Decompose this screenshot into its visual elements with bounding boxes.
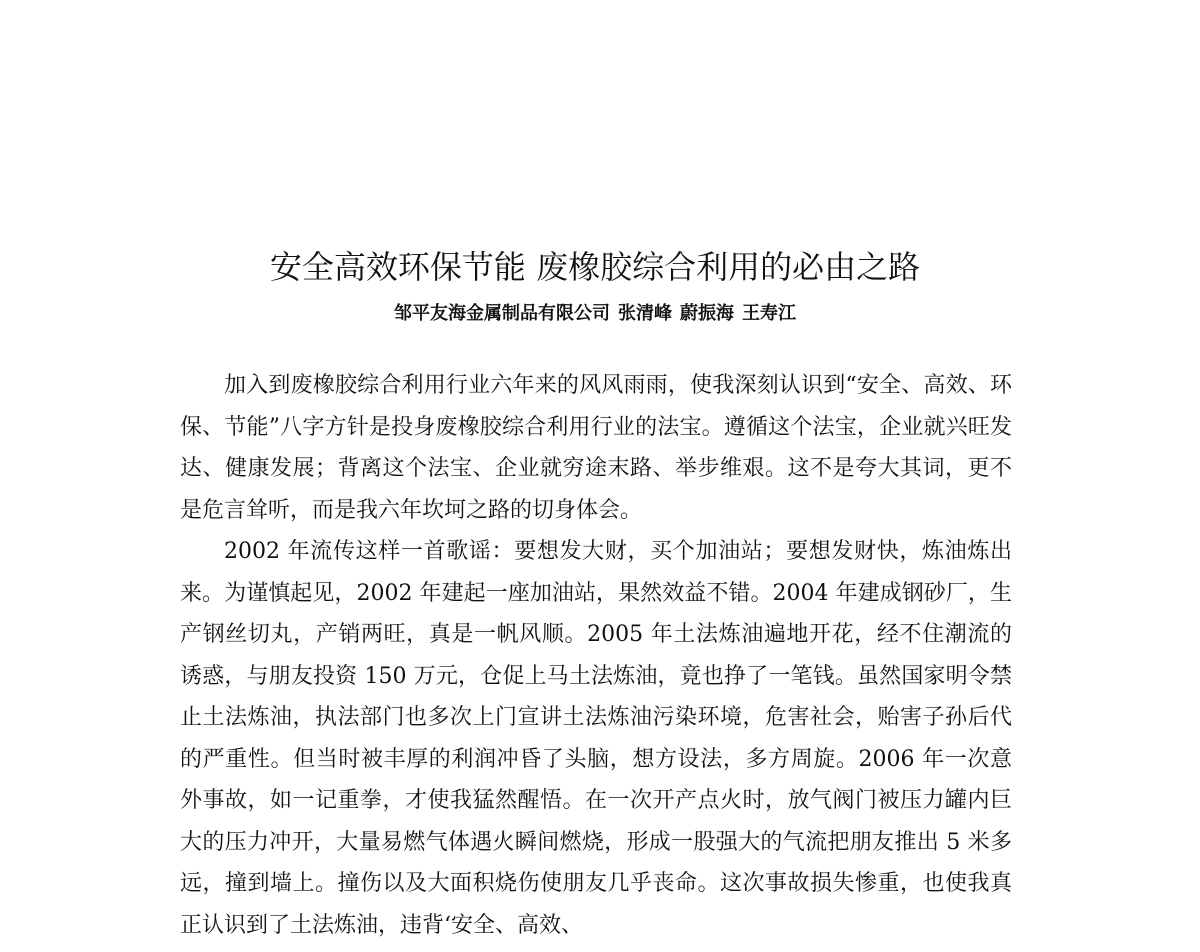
byline-author: 蔚振海 <box>680 303 734 324</box>
article-body <box>180 365 1012 946</box>
byline-author: 王寿江 <box>742 303 796 324</box>
article-byline <box>0 300 1190 328</box>
article-title: 安全高效环保节能 废橡胶综合利用的必由之路 <box>269 248 921 286</box>
byline-company: 邹平友海金属制品有限公司 <box>394 303 610 324</box>
body-paragraph: 加入到废橡胶综合利用行业六年来的风风雨雨，使我深刻认识到“安全、高效、环保、节能”八字方针是投身废橡胶综合利用行业的法宝。遵循这个法宝，企业就兴旺发达、健康发展；背离这个法宝、企业就穷途末路、举步维艰。这不是夸大其词，更不是危言耸听，而是我六年坎坷之路的切身体会。 <box>180 373 1012 523</box>
body-paragraph: 2002 年流传这样一首歌谣：要想发大财，买个加油站；要想发财快，炼油炼出来。为谨慎起见，2002 年建起一座加油站，果然效益不错。2004 年建成钢砂厂，生产钢丝切丸，产销两旺，真是一帆风顺。2005 年土法炼油遍地开花，经不住潮流的诱惑，与朋友投资 150 万元，仓促上马土法炼油，竟也挣了一笔钱。虽然国家明令禁止土法炼油，执法部门也多次上门宣讲土法炼油污染环境，危害社会，贻害子孙后代的严重性。但当时被丰厚的利润冲昏了头脑，想方设法，多方周旋。2006 年一次意外事故，如一记重拳，才使我猛然醒悟。在一次开产点火时，放气阀门被压力罐内巨大的压力冲开，大量易燃气体遇火瞬间燃烧，形成一股强大的气流把朋友推出 5 米多远，撞到墙上。撞伤以及大面积烧伤使朋友几乎丧命。这次事故损失惨重，也使我真正认识到了土法炼油，违背‘安全、高效、 <box>180 539 1012 938</box>
byline-author: 张清峰 <box>618 303 672 324</box>
